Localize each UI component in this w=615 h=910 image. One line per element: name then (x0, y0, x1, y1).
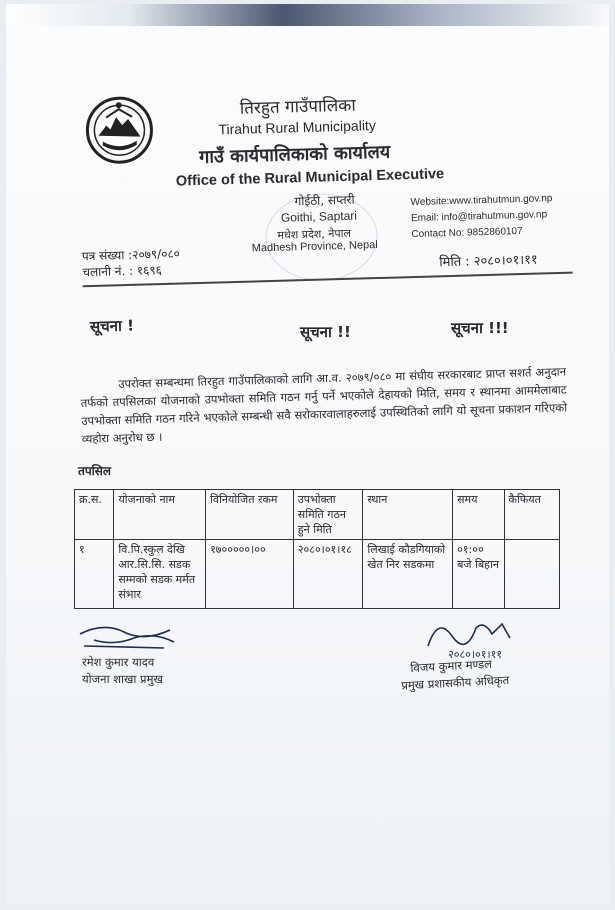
letter-date: मिति : २०८०।०१।११ (439, 252, 538, 271)
office-english: Office of the Rural Municipal Executive (175, 166, 445, 190)
province-nepali: मधेश प्रदेश, नेपाल (277, 226, 352, 242)
table-row (75, 540, 560, 609)
table-header-row (75, 490, 560, 540)
right-signatory-name: विजय कुमार मण्डल (410, 656, 493, 675)
col-location: स्थान (363, 490, 453, 540)
left-signatory-name: रमेश कुमार यादव (82, 655, 155, 669)
tapasil-label: तपसिल (78, 464, 112, 478)
title-english: Tirahut Rural Municipality (218, 117, 377, 138)
cell-time: ०१:०० बजे बिहान (453, 540, 504, 609)
notice-heading-1: सूचना ! (89, 316, 135, 336)
schedule-table (74, 489, 560, 609)
scan-top-edge (6, 4, 609, 26)
contact-block (410, 191, 553, 243)
reference-numbers (82, 246, 181, 281)
cell-allocated-amount: १७०००००।०० (206, 540, 294, 609)
notice-body (80, 362, 568, 448)
col-allocated-amount: विनियोजित रकम (206, 490, 294, 540)
right-signature-icon (418, 610, 558, 662)
notice-body-text: उपरोक्त सम्बन्धमा तिरहुत गाउँपालिकाको लागि आ.व. २०७९/०८० मा संघीय सरकारबाट प्राप्त सशर्त अनुदान तर्फको तपसिलका योजनाको उपभोक्ता समिति गठन गर्नु पर्ने भएकोले देहायको मिति, समय र स्थानमा आममेलाबाट उपभोक्ता समिति गठन गरिने भएकोले सम्बन्धी सवै सरोकारवालाहरुलाई उपस्थितिको लागि यो सूचना प्रकाशन गरिएको व्यहोरा अनुरोध छ । (80, 364, 568, 446)
col-formation-date: उपभोक्ता समिति गठन हुने मिति (293, 490, 363, 540)
phone: Contact No: 9852860107 (411, 225, 523, 241)
notice-heading-3: सूचना !!! (451, 319, 509, 337)
right-signatory (400, 655, 510, 694)
col-serial: क्र.स. (75, 490, 114, 540)
email: Email: info@tirahutmun.gov.np (410, 209, 548, 225)
col-remarks: कैफियत (504, 490, 560, 540)
letterhead (6, 85, 609, 292)
cell-project-name: वि.पि.स्कुल देखि आर.सि.सि. सडक सम्मको सडक मर्मत संभार (114, 540, 206, 609)
patra-sankhya: पत्र संख्या :२०७९/०८० (81, 246, 181, 264)
municipality-logo-icon (83, 94, 155, 166)
province-english: Madhesh Province, Nepal (251, 239, 378, 255)
address-english: Goithi, Saptari (280, 208, 358, 225)
website: Website:www.tirahutmun.gov.np (410, 193, 553, 209)
left-signature-icon (74, 616, 184, 656)
title-nepali: तिरहुत गाउँपालिका (239, 95, 357, 119)
cell-serial: १ (75, 540, 114, 609)
address-nepali: गोईठी, सप्तरी (294, 192, 355, 209)
col-project-name: योजनाको नाम (114, 490, 206, 540)
cell-location: लिखाई कौडगियाको खेत निर सडकमा (363, 540, 453, 609)
chalani-number: चलानी नं. : १६९६ (82, 263, 163, 280)
left-signatory (82, 654, 163, 688)
signature-date: २०८०।०१।११ (448, 648, 503, 661)
cell-remarks (504, 540, 560, 609)
right-signatory-title: प्रमुख प्रशासकीय अधिकृत (400, 672, 510, 693)
office-nepali: गाउँ कार्यपालिकाको कार्यालय (198, 141, 391, 168)
col-time: समय (453, 490, 504, 540)
notice-heading-2: सूचना !! (300, 323, 351, 341)
notice-document (6, 4, 609, 904)
left-signatory-title: योजना शाखा प्रमुख (82, 672, 163, 686)
cell-formation-date: २०८०।०१।१८ (293, 540, 363, 609)
